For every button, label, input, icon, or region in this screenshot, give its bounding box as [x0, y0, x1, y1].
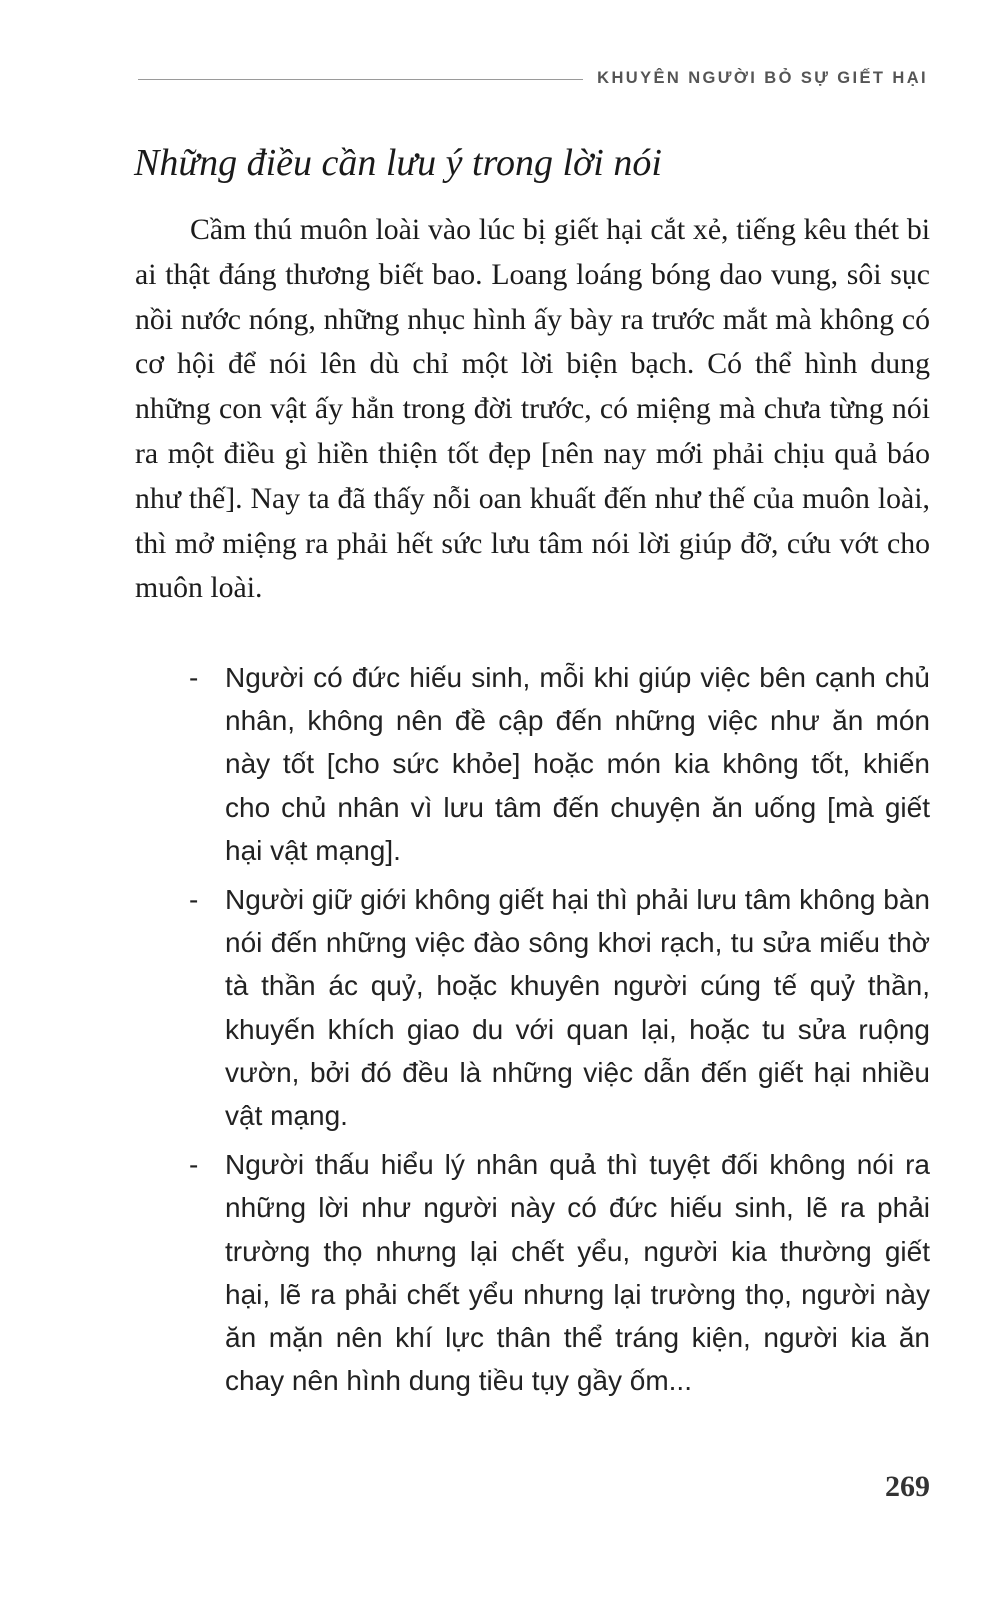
running-header: [138, 60, 928, 92]
header-rule: [138, 79, 583, 80]
bullet-list: [135, 656, 930, 1408]
page-number: 269: [885, 1470, 930, 1503]
section-title: Những điều cần lưu ý trong lời nói: [134, 142, 662, 184]
list-item: [135, 878, 930, 1137]
list-item: [135, 1143, 930, 1402]
running-title: KHUYÊN NGƯỜI BỎ SỰ GIẾT HẠI: [597, 69, 928, 87]
bullet-marker: -: [189, 1149, 199, 1181]
bullet-text: Người có đức hiếu sinh, mỗi khi giúp việc bên cạnh chủ nhân, không nên đề cập đến những việc như ăn món này tốt [cho sức khỏe] hoặc món kia không tốt, khiến cho chủ nhân vì lưu tâm đến chuyện ăn uống [mà giết hại vật mạng].: [225, 662, 930, 866]
body-paragraph: Cầm thú muôn loài vào lúc bị giết hại cắt xẻ, tiếng kêu thét bi ai thật đáng thương biết bao. Loang loáng bóng dao vung, sôi sục nồi nước nóng, những nhục hình ấy bày ra trước mắt mà không có cơ hội để nói lên dù chỉ một lời biện bạch. Có thể hình dung những con vật ấy hẳn trong đời trước, có miệng mà chưa từng nói ra một điều gì hiền thiện tốt đẹp [nên nay mới phải chịu quả báo như thế]. Nay ta đã thấy nỗi oan khuất đến như thế của muôn loài, thì mở miệng ra phải hết sức lưu tâm nói lời giúp đỡ, cứu vớt cho muôn loài.: [135, 213, 930, 605]
bullet-text: Người thấu hiểu lý nhân quả thì tuyệt đối không nói ra những lời như người này có đức hiếu sinh, lẽ ra phải trường thọ nhưng lại chết yểu, người kia thường giết hại, lẽ ra phải chết yểu nhưng lại trường thọ, người này ăn mặn nên khí lực thân thể tráng kiện, người kia ăn chay nên hình dung tiều tụy gầy ốm...: [225, 1149, 930, 1397]
bullet-marker: -: [189, 662, 199, 693]
bullet-text: Người giữ giới không giết hại thì phải lưu tâm không bàn nói đến những việc đào sông khơi rạch, tu sửa miếu thờ tà thần ác quỷ, hoặc khuyên người cúng tế quỷ thần, khuyến khích giao du với quan lại, hoặc tu sửa ruộng vườn, bởi đó đều là những việc dẫn đến giết hại nhiều vật mạng.: [225, 884, 930, 1132]
bullet-marker: -: [189, 884, 199, 916]
list-item: [135, 656, 930, 872]
